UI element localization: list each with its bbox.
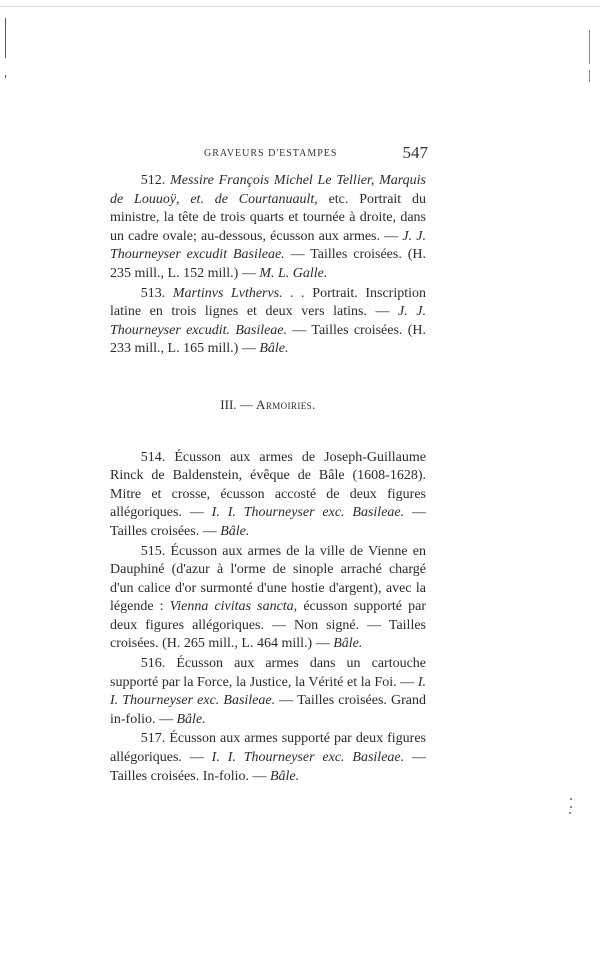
left-margin-mark [5, 18, 6, 58]
entry-technique: — Tailles croisées. Grand in-folio. — [110, 693, 426, 727]
entry-description: Écusson aux armes de Joseph-Guillaume Rinck de Baldenstein, évêque de Bâle (1608-1628). Mitre et crosse, écusson accosté de deux figures allégoriques. — [110, 449, 426, 521]
entry-number: 513. [140, 285, 166, 301]
catalog-entry-513 [110, 285, 426, 359]
running-head: GRAVEURS D'ESTAMPES [204, 148, 338, 159]
entry-number: 512. [140, 173, 166, 188]
entry-engraver: J. J. Thourneyser excudit Basileae. [110, 228, 426, 263]
entry-technique: — Tailles croisées. — [110, 505, 426, 539]
entry-engraver: J. J. Thourneyser excudit. Basileae. [110, 304, 426, 338]
entry-technique: — Tailles croisées. (H. 235 mill., L. 152 mill.) — [110, 247, 426, 281]
section-title: Armoiries. [256, 396, 316, 412]
entry-engraver: I. I. Thourneyser exc. Basileae. [110, 674, 426, 709]
right-margin-mark [589, 30, 590, 64]
entry-title: Messire François Michel Le Tellier, Marquis de Louuoÿ, et. de Courtanuault, [110, 173, 426, 207]
margin-speck [570, 806, 572, 808]
margin-speck [569, 812, 571, 814]
entry-location: Bâle. [176, 711, 206, 727]
entry-location: Bâle. [259, 341, 289, 357]
catalog-entry-516 [110, 655, 426, 729]
page-number: 547 [402, 143, 428, 162]
catalog-entry-512 [110, 172, 426, 284]
entry-technique: — Tailles croisées. (H. 233 mill., L. 165 mill.) — [110, 322, 426, 357]
entry-location: Bâle. [220, 523, 250, 539]
catalog-entry-517 [110, 730, 426, 786]
right-margin-mark [589, 70, 590, 82]
entry-number: 516. [140, 656, 166, 672]
entry-number: 517. [140, 731, 166, 747]
entry-technique: écusson supporté par deux figures allégoriques. — Non signé. — Tailles croisées. (H. 265 mill., L. 464 mill.) — [110, 599, 427, 652]
catalog-entry-515 [110, 543, 426, 655]
page-body [110, 172, 426, 787]
entry-technique: — Tailles croisées. In-folio. — [110, 750, 426, 784]
entry-engraver: I. I. Thourneyser exc. Basileae. [211, 750, 405, 766]
entry-description: Portrait. Inscription latine en trois lignes et deux vers latins. — [110, 285, 426, 320]
entry-engraver: I. I. Thourneyser exc. Basileae. [211, 505, 405, 521]
page-header [112, 143, 428, 167]
entry-title: Martinvs Lvthervs. . . [172, 285, 305, 301]
top-edge-line [0, 6, 600, 7]
entry-legend: Vienna civitas sancta, [169, 599, 298, 615]
entry-description: Écusson aux armes de la ville de Vienne en Dauphiné (d'azur à l'orme de sinople arraché chargé d'un calice d'or surmonté d'une hostie d'argent), avec la légende : [110, 543, 427, 615]
catalog-entry-514 [110, 449, 426, 542]
margin-speck [570, 798, 572, 800]
entry-number: 515. [140, 543, 166, 559]
section-numeral: III. — [220, 396, 257, 412]
entry-description: Écusson aux armes dans un cartouche supporté par la Force, la Justice, la Vérité et la Foi. — [110, 656, 427, 690]
entry-number: 514. [140, 449, 166, 465]
entry-description: Écusson aux armes supporté par deux figures allégoriques. — [110, 731, 426, 766]
entry-location: Bâle. [333, 636, 363, 652]
entry-location: Bâle. [269, 768, 300, 784]
left-margin-mark [5, 75, 6, 78]
section-heading [110, 396, 426, 415]
entry-description: etc. Portrait du ministre, la tête de trois quarts et tournée à droite, dans un cadre ovale; au-dessous, écusson aux armes. — [110, 191, 426, 244]
entry-location: M. L. Galle. [259, 265, 328, 281]
